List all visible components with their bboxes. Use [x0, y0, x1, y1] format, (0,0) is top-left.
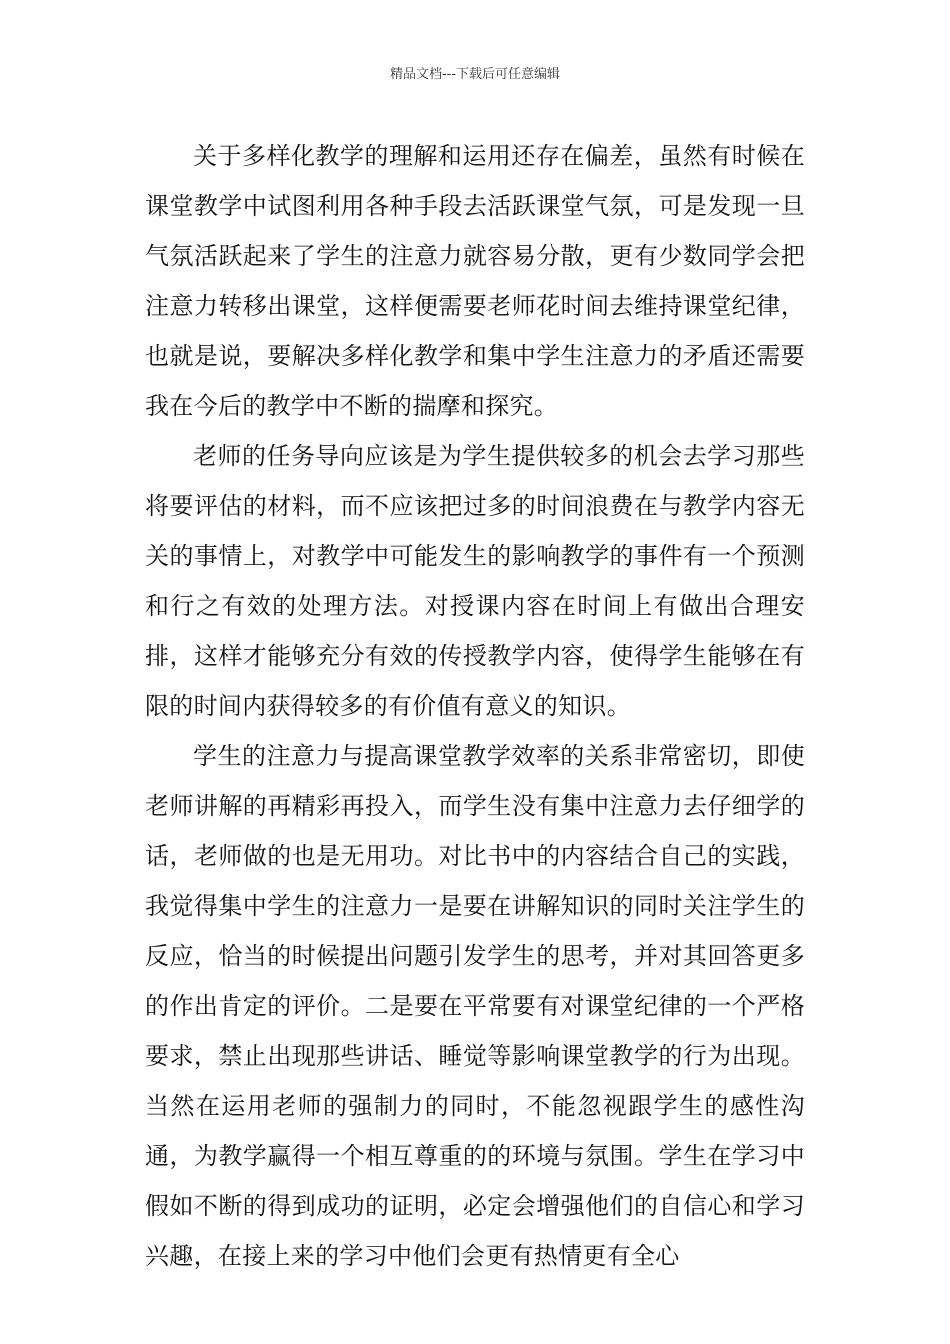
- paragraph-2: 老师的任务导向应该是为学生提供较多的机会去学习那些将要评估的材料，而不应该把过多的时间浪费在与教学内容无关的事情上，对教学中可能发生的影响教学的事件有一个预测和行之有效的处理方法。对授课内容在时间上有做出合理安排，这样才能够充分有效的传授教学内容，使得学生能够在有限的时间内获得较多的有价值有意义的知识。: [145, 442, 805, 720]
- page-header: 精品文档---下载后可任意编辑: [389, 67, 561, 82]
- document-body: [145, 131, 805, 1281]
- paragraph-3: 学生的注意力与提高课堂教学效率的关系非常密切，即使老师讲解的再精彩再投入，而学生没有集中注意力去仔细学的话，老师做的也是无用功。对比书中的内容结合自己的实践，我觉得集中学生的注意力一是要在讲解知识的同时关注学生的反应，恰当的时候提出问题引发学生的思考，并对其回答更多的作出肯定的评价。二是要在平常要有对课堂纪律的一个严格要求，禁止出现那些讲话、睡觉等影响课堂教学的行为出现。当然在运用老师的强制力的同时，不能忽视跟学生的感性沟通，为教学赢得一个相互尊重的的环境与氛围。学生在学习中假如不断的得到成功的证明，必定会增强他们的自信心和学习兴趣，在接上来的学习中他们会更有热情更有全心: [145, 742, 805, 1270]
- paragraph-1: 关于多样化教学的理解和运用还存在偏差，虽然有时候在课堂教学中试图利用各种手段去活跃课堂气氛，可是发现一旦气氛活跃起来了学生的注意力就容易分散，更有少数同学会把注意力转移出课堂，这样便需要老师花时间去维持课堂纪律，也就是说，要解决多样化教学和集中学生注意力的矛盾还需要我在今后的教学中不断的揣摩和探究。: [145, 142, 805, 420]
